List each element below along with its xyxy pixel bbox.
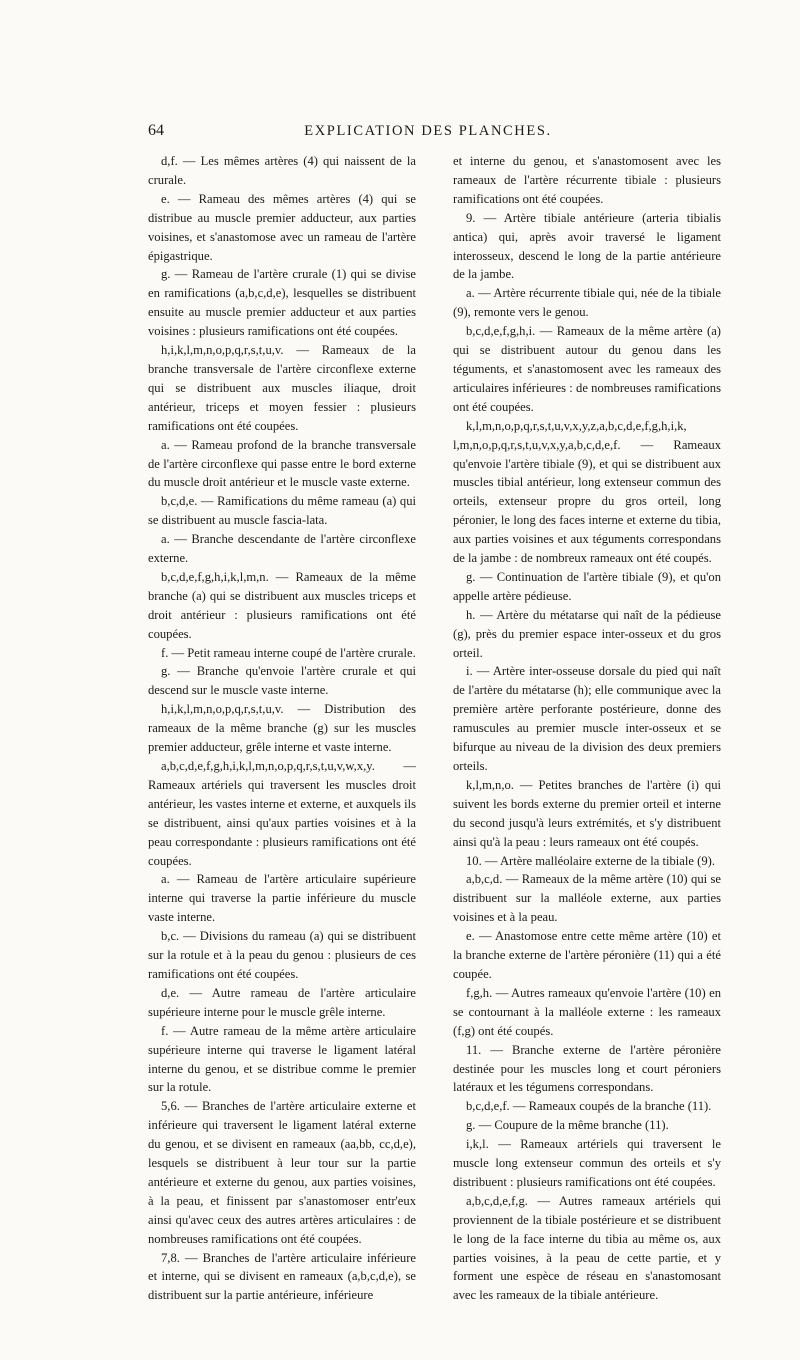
paragraph: f,g,h. — Autres rameaux qu'envoie l'artère (10) en se contournant à la malléole externe : les rameaux (f,g) ont été coupés. — [453, 985, 721, 1038]
paragraph: k,l,m,n,o,p,q,r,s,t,u,v,x,y,z,a,b,c,d,e,f,g,h,i,k, l,m,n,o,p,q,r,s,t,u,v,x,y,a,b,c,d,e,f. — Rameaux qu'envoie l'artère tibiale (9), et qui se distribuent aux muscles tibial antérieur, long extenseur commun des orteils, extenseur propre du gros orteil, long péronier, le long des faces interne et externe du tibia, aux parties voisines et aux téguments correspondans de la jambe : de nombreux rameaux ont été coupés. — [453, 418, 721, 566]
paragraph: b,c. — Divisions du rameau (a) qui se distribuent sur la rotule et à la peau du genou : plusieurs de ces ramifications ont été coupées. — [148, 929, 416, 981]
paragraph: 11. — Branche externe de l'artère péronière destinée pour les muscles long et court péroniers latéraux et les tégumens correspondans. — [453, 1042, 721, 1095]
paragraph: d,f. — Les mêmes artères (4) qui naissent de la crurale. — [148, 154, 416, 187]
paragraph: i. — Artère inter-osseuse dorsale du pied qui naît de l'artère du métatarse (h); elle communique avec la première artère perforante postérieure, donne des ramuscules au premier muscle inter-osseux et se bifurque au niveau de la division des deux premiers orteils. — [453, 664, 721, 773]
paragraph: h,i,k,l,m,n,o,p,q,r,s,t,u,v. — Distribution des rameaux de la même branche (g) sur les muscles premier adducteur, grêle interne et vaste interne. — [148, 702, 416, 755]
paragraph: a. — Rameau de l'artère articulaire supérieure interne qui traverse la partie inférieure du muscle vaste interne. — [148, 872, 416, 925]
paragraph: g. — Continuation de l'artère tibiale (9), et qu'on appelle artère pédieuse. — [453, 569, 721, 603]
paragraph: a,b,c,d,e,f,g. — Autres rameaux artériels qui proviennent de la tibiale postérieure et se distribuent le long de la face interne du tibia au même os, aux parties voisines, à la peau de cette partie, et y forment une espèce de réseau en s'anastomosant avec les rameaux de la tibiale antérieure. — [453, 1193, 721, 1303]
page-header — [148, 122, 708, 142]
paragraph: g. — Rameau de l'artère crurale (1) qui se divise en ramifications (a,b,c,d,e), lesquelles se distribuent ensuite au muscle premier adducteur et aux parties voisines : plusieurs ramifications ont été coupées. — [148, 267, 416, 339]
left-column — [148, 152, 416, 1305]
paragraph: d,e. — Autre rameau de l'artère articulaire supérieure interne pour le muscle grêle interne. — [148, 985, 416, 1019]
paragraph: a. — Artère récurrente tibiale qui, née de la tibiale (9), remonte vers le genou. — [453, 286, 721, 320]
paragraph: 7,8. — Branches de l'artère articulaire inférieure et interne, qui se divisent en rameaux (a,b,c,d,e), se distribuent sur la partie antérieure, inférieure — [148, 1250, 416, 1303]
paragraph: 10. — Artère malléolaire externe de la tibiale (9). — [466, 853, 715, 868]
page-number: 64 — [148, 122, 164, 139]
paragraph: g. — Coupure de la même branche (11). — [466, 1118, 669, 1133]
paragraph: i,k,l. — Rameaux artériels qui traversent le muscle long extenseur commun des orteils et s'y distribuent : plusieurs ramifications ont été coupées. — [453, 1137, 721, 1189]
paragraph: h,i,k,l,m,n,o,p,q,r,s,t,u,v. — Rameaux de la branche transversale de l'artère circonflexe externe qui se distribuent aux muscles iliaque, droit antérieur, triceps et moyen fessier : plusieurs ramifications ont été coupées. — [148, 343, 416, 433]
paragraph: h. — Artère du métatarse qui naît de la pédieuse (g), près du premier espace inter-osseux et du gros orteil. — [453, 607, 721, 660]
paragraph: b,c,d,e,f,g,h,i,k,l,m,n. — Rameaux de la même branche (a) qui se distribuent aux muscles triceps et droit antérieur : plusieurs ramifications ont été coupées. — [148, 569, 416, 641]
paragraph: b,c,d,e,f. — Rameaux coupés de la branche (11). — [466, 1099, 712, 1114]
paragraph: g. — Branche qu'envoie l'artère crurale et qui descend sur le muscle vaste interne. — [148, 664, 416, 698]
paragraph: a. — Rameau profond de la branche transversale de l'artère circonflexe qui passe entre le bord externe du muscle droit antérieur et le muscle vaste externe. — [148, 437, 416, 490]
paragraph: e. — Anastomose entre cette même artère (10) et la branche externe de l'artère péronière (11) qui a été coupée. — [453, 929, 721, 981]
running-title: EXPLICATION DES PLANCHES. — [304, 123, 552, 139]
continued-paragraph: et interne du genou, et s'anastomosent avec les rameaux de l'artère récurrente tibiale : plusieurs ramifications ont été coupées. — [453, 154, 721, 206]
paragraph: a,b,c,d,e,f,g,h,i,k,l,m,n,o,p,q,r,s,t,u,v,w,x,y. — Rameaux artériels qui traversent les muscles droit antérieur, les vastes interne et externe, et auxquels ils se distribuent, ainsi qu'aux parties voisines et à la peau correspondante : plusieurs ramifications ont été coupées. — [148, 759, 416, 868]
paragraph: f. — Autre rameau de la même artère articulaire supérieure interne qui traverse le ligament latéral interne du genou, et se distribue comme le premier sur la rotule. — [148, 1023, 416, 1095]
paragraph: 9. — Artère tibiale antérieure (arteria tibialis antica) qui, après avoir traversé le ligament interosseux, descend le long de la partie antérieure de la jambe. — [453, 210, 721, 282]
paragraph: b,c,d,e,f,g,h,i. — Rameaux de la même artère (a) qui se distribuent autour du genou dans les téguments, et s'anastomosent avec les rameaux des articulaires inférieures : de nombreuses ramifications ont été coupées. — [453, 324, 721, 414]
right-column — [453, 152, 721, 1305]
paragraph: a,b,c,d. — Rameaux de la même artère (10) qui se distribuent sur la malléole externe, aux parties voisines et à la peau. — [453, 872, 721, 925]
paragraph: a. — Branche descendante de l'artère circonflexe externe. — [148, 532, 416, 566]
paragraph: f. — Petit rameau interne coupé de l'artère crurale. — [161, 645, 416, 660]
paragraph: e. — Rameau des mêmes artères (4) qui se distribue au muscle premier adducteur, aux parties voisines, et s'anastomose avec un rameau de l'artère épigastrique. — [148, 191, 416, 263]
paragraph: k,l,m,n,o. — Petites branches de l'artère (i) qui suivent les bords externe du premier orteil et interne du second jusqu'à leurs extrémités, et s'y distribuent ainsi qu'à la peau : leurs rameaux ont été coupés. — [453, 777, 721, 849]
paragraph: b,c,d,e. — Ramifications du même rameau (a) qui se distribuent au muscle fascia-lata. — [148, 494, 416, 528]
paragraph: 5,6. — Branches de l'artère articulaire externe et inférieure qui traversent le ligament latéral externe du genou, et se divisent en rameaux (aa,bb, cc,d,e), lesquels se distribuent à leur tour sur la partie antérieure et externe du genou, aux parties voisines, à la peau, et finissent par s'anastomoser entr'eux ainsi qu'avec ceux des autres artères articulaires : de nombreuses ramifications ont été coupées. — [148, 1099, 416, 1246]
